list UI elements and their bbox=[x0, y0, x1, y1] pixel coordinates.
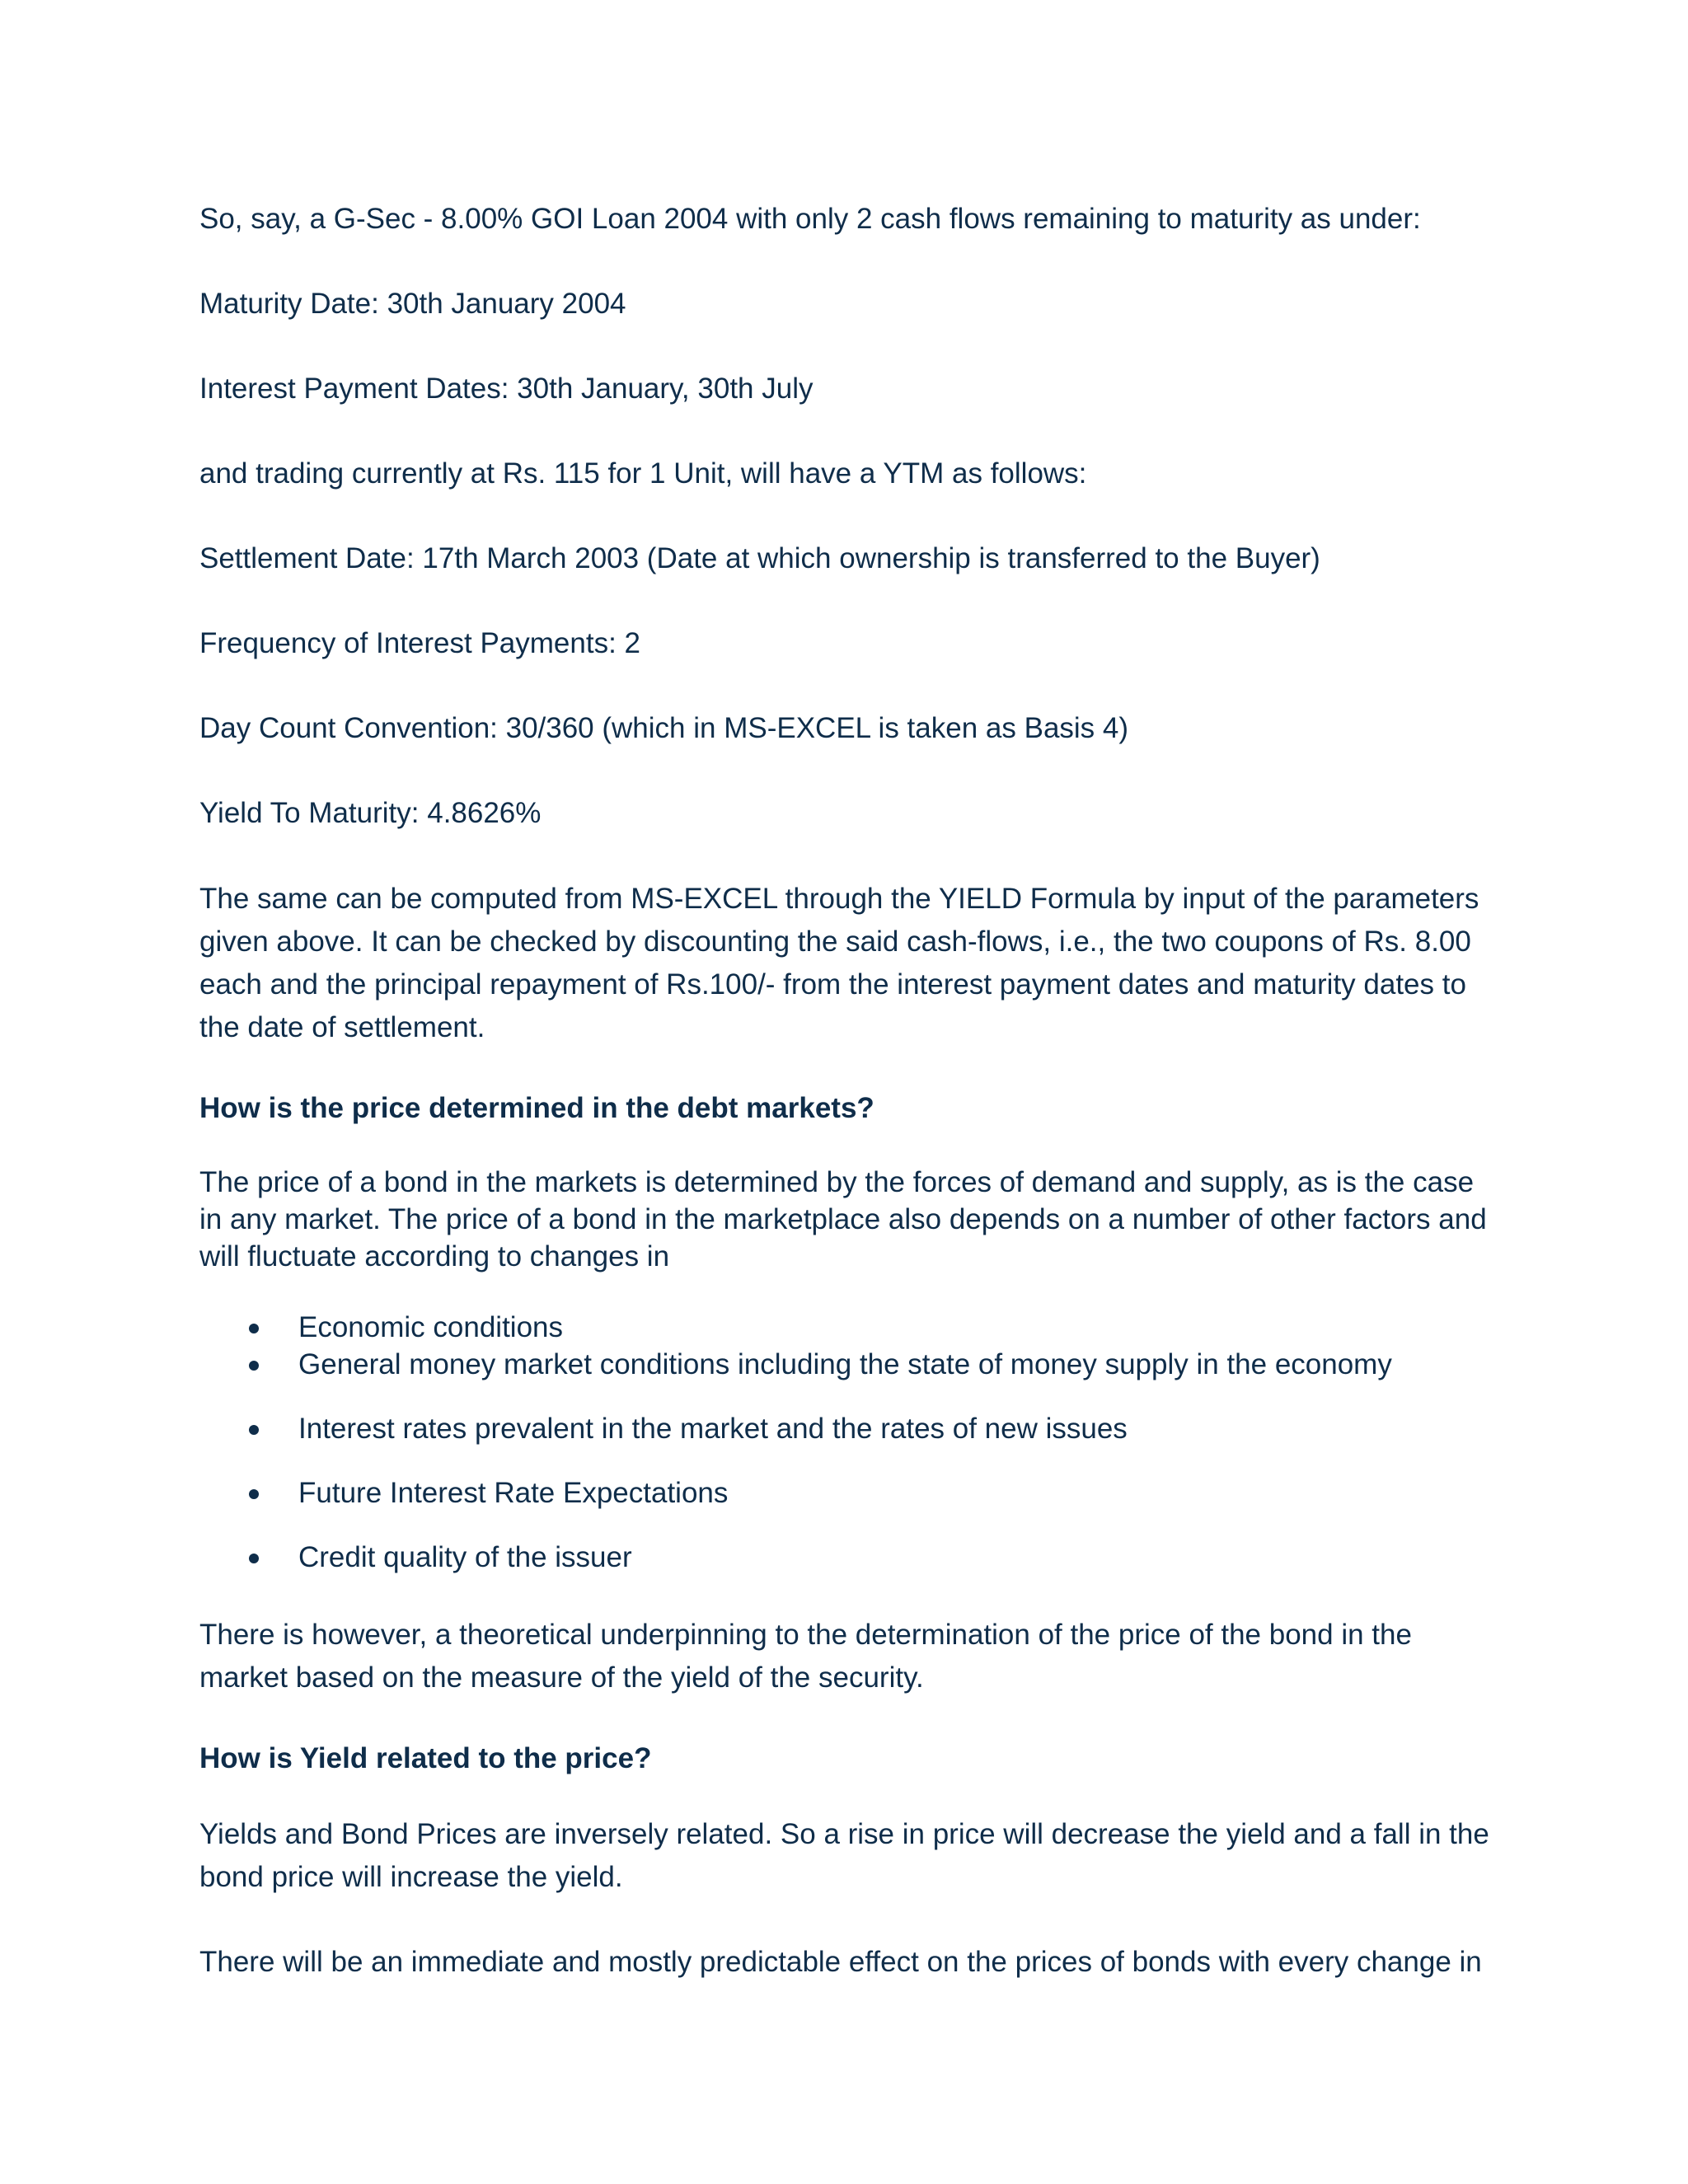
price-paragraph: The price of a bond in the markets is determined by the forces of demand and supply, as is the case in any market. The price of a bond in the marketplace also depends on a number of other factors and will fluctuate according to changes in bbox=[199, 1166, 1487, 1272]
bullet-icon bbox=[249, 1554, 259, 1563]
heading-yield-price: How is Yield related to the price? bbox=[199, 1742, 652, 1774]
bullet-icon bbox=[249, 1489, 259, 1499]
intro-line: So, say, a G-Sec - 8.00% GOI Loan 2004 with only 2 cash flows remaining to maturity as under: bbox=[199, 203, 1421, 235]
list-item-text: General money market conditions including the state of money supply in the economy bbox=[298, 1348, 1392, 1380]
maturity-date-line: Maturity Date: 30th January 2004 bbox=[199, 288, 626, 320]
effect-paragraph: There will be an immediate and mostly predictable effect on the prices of bonds with every change in bbox=[199, 1946, 1482, 1978]
excel-paragraph: The same can be computed from MS-EXCEL through the YIELD Formula by input of the parameters given above. It can be checked by discounting the said cash-flows, i.e., the two coupons of Rs. 8.00 each and the principal repayment of Rs.100/- from the interest payment dates and maturity dates to the date of settlement. bbox=[199, 883, 1479, 1043]
list-item-text: Economic conditions bbox=[298, 1311, 563, 1343]
inverse-paragraph: Yields and Bond Prices are inversely related. So a rise in price will decrease the yield and a fall in the bond price will increase the yield. bbox=[199, 1818, 1489, 1893]
trading-line: and trading currently at Rs. 115 for 1 Unit, will have a YTM as follows: bbox=[199, 457, 1087, 490]
list-item-text: Future Interest Rate Expectations bbox=[298, 1477, 729, 1509]
frequency-line: Frequency of Interest Payments: 2 bbox=[199, 627, 640, 659]
bullet-icon bbox=[249, 1425, 259, 1435]
list-item-text: Credit quality of the issuer bbox=[298, 1541, 632, 1573]
bullet-icon bbox=[249, 1361, 259, 1371]
bullet-icon bbox=[249, 1324, 259, 1333]
interest-dates-line: Interest Payment Dates: 30th January, 30th July bbox=[199, 373, 814, 405]
day-count-line: Day Count Convention: 30/360 (which in MS-EXCEL is taken as Basis 4) bbox=[199, 712, 1129, 744]
heading-price-determination: How is the price determined in the debt markets? bbox=[199, 1092, 874, 1124]
ytm-line: Yield To Maturity: 4.8626% bbox=[199, 797, 542, 829]
settlement-date-line: Settlement Date: 17th March 2003 (Date at which ownership is transferred to the Buyer) bbox=[199, 542, 1320, 574]
list-item-text: Interest rates prevalent in the market and the rates of new issues bbox=[298, 1413, 1128, 1445]
theory-paragraph: There is however, a theoretical underpinning to the determination of the price of the bond in the market based on the measure of the yield of the security. bbox=[199, 1619, 1412, 1694]
